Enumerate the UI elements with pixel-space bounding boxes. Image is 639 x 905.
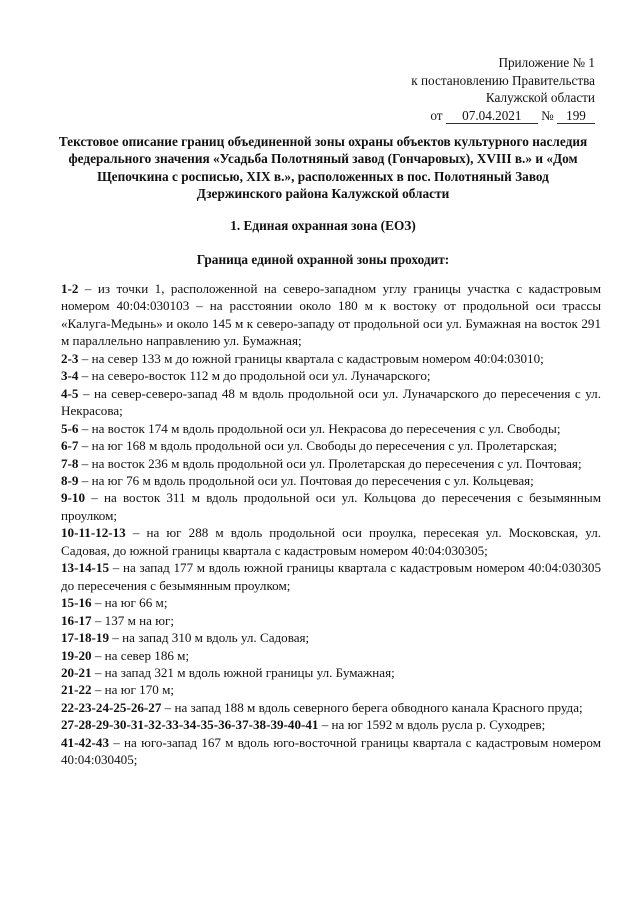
section-heading: 1. Единая охранная зона (ЕОЗ) — [230, 218, 416, 233]
segment-text: – на восток 236 м вдоль продольной оси ул. Пролетарская до пересечения с ул. Почтовая; — [78, 455, 582, 471]
boundary-segment — [61, 420, 601, 437]
segment-points: 3-4 — [61, 368, 79, 384]
resolution-date: 07.04.2021 — [446, 109, 538, 124]
boundary-segment — [61, 734, 601, 769]
segment-text: – на запад 188 м вдоль северного берега обводного канала Красного пруда; — [161, 699, 583, 715]
segment-points: 13-14-15 — [61, 560, 110, 576]
segment-text: – на юг 288 м вдоль продольной оси проулка, пересекая ул. Московская, ул. Садовая, до южной границы квартала с кадастровым номером 40:04:030305; — [61, 525, 601, 558]
boundary-segment — [61, 350, 601, 367]
segment-text: – на север 186 м; — [91, 647, 190, 663]
boundary-segment — [61, 716, 601, 733]
boundary-segment — [61, 489, 601, 524]
segment-text: – на юг 1592 м вдоль русла р. Суходрев; — [318, 717, 546, 733]
boundary-segment — [61, 437, 601, 454]
segment-text: – на запад 177 м вдоль южной границы квартала с кадастровым номером 40:04:030305 до пересечения с безымянным проулком; — [61, 560, 601, 593]
boundary-segment — [61, 455, 601, 472]
segment-points: 2-3 — [61, 350, 79, 366]
segment-points: 41-42-43 — [61, 734, 110, 750]
segment-points: 9-10 — [61, 490, 86, 506]
segment-text: – на запад 321 м вдоль южной границы ул. Бумажная; — [91, 664, 395, 680]
segment-points: 6-7 — [61, 438, 79, 454]
segment-text: – 137 м на юг; — [91, 612, 175, 628]
annex-date-line — [411, 107, 595, 125]
segment-text: – на юг 170 м; — [91, 682, 175, 698]
segment-text: – из точки 1, расположенной на северо-западном углу границы участка с кадастровым номером 40:04:030103 – на расстоянии около 180 м к востоку от продольной оси трассы «Калуга-Медынь» и около 145 м к северо-западу от продольной оси ул. Бумажная на восток 291 м параллельно направлению ул. Бумажная; — [61, 281, 601, 349]
boundary-segment — [61, 647, 601, 664]
segment-text: – на север 133 м до южной границы квартала с кадастровым номером 40:04:03010; — [78, 350, 544, 366]
segment-points: 21-22 — [61, 682, 92, 698]
resolution-number: 199 — [557, 109, 595, 124]
segment-points: 5-6 — [61, 420, 79, 436]
segment-text: – на юг 76 м вдоль продольной оси ул. Почтовая до пересечения с ул. Кольцевая; — [78, 472, 534, 488]
segment-text: – на юг 66 м; — [91, 595, 168, 611]
boundary-segment — [61, 524, 601, 559]
segment-text: – на восток 311 м вдоль продольной оси ул. Кольцова до пересечения с безымянным проулком; — [61, 490, 601, 523]
boundary-segment — [61, 385, 601, 420]
number-sign: № — [541, 107, 554, 123]
annex-resolution-line: к постановлению Правительства — [411, 72, 595, 88]
segment-text: – на восток 174 м вдоль продольной оси ул. Некрасова до пересечения с ул. Свободы; — [78, 420, 561, 436]
boundary-segment — [61, 664, 601, 681]
boundary-description-list — [61, 280, 601, 769]
annex-header — [411, 54, 595, 124]
segment-points: 22-23-24-25-26-27 — [61, 699, 162, 715]
segment-text: – на юг 168 м вдоль продольной оси ул. Свободы до пересечения с ул. Пролетарская; — [78, 438, 557, 454]
segment-points: 16-17 — [61, 612, 92, 628]
boundary-segment — [61, 280, 601, 350]
segment-text: – на запад 310 м вдоль ул. Садовая; — [109, 630, 310, 646]
boundary-segment — [61, 559, 601, 594]
segment-text: – на северо-восток 112 м до продольной оси ул. Луначарского; — [78, 368, 431, 384]
segment-points: 10-11-12-13 — [61, 525, 126, 541]
segment-points: 15-16 — [61, 595, 92, 611]
boundary-segment — [61, 681, 601, 698]
annex-title: Приложение № 1 — [498, 55, 595, 70]
segment-points: 4-5 — [61, 385, 79, 401]
segment-text: – на север-северо-запад 48 м вдоль продольной оси ул. Луначарского до пересечения с ул. Некрасова; — [61, 385, 601, 419]
segment-points: 17-18-19 — [61, 630, 110, 646]
segment-points: 7-8 — [61, 455, 79, 471]
boundary-segment — [61, 472, 601, 489]
boundary-segment — [61, 367, 601, 384]
segment-points: 27-28-29-30-31-32-33-34-35-36-37-38-39-40-41 — [61, 717, 319, 733]
boundary-segment — [61, 612, 601, 629]
segment-text: – на юго-запад 167 м вдоль юго-восточной границы квартала с кадастровым номером 40:04:030405; — [61, 734, 601, 768]
date-prefix: от — [430, 107, 443, 123]
annex-region-line: Калужской области — [485, 90, 595, 105]
segment-points: 20-21 — [61, 664, 92, 680]
boundary-segment — [61, 699, 601, 716]
segment-points: 1-2 — [61, 281, 79, 296]
section-subheading: Граница единой охранной зоны проходит: — [196, 252, 450, 267]
segment-points: 8-9 — [61, 472, 79, 488]
boundary-segment — [61, 594, 601, 611]
boundary-segment — [61, 629, 601, 646]
segment-points: 19-20 — [61, 647, 92, 663]
document-title: Текстовое описание границ объединенной зоны охраны объектов культурного наследия федерального значения «Усадьба Полотняный завод (Гончаровых), XVIII в.» и «Дом Щепочкина с росписью, XIX в.», расположенных в пос. Полотняный Завод Дзержинского района Калужской области — [58, 134, 588, 201]
